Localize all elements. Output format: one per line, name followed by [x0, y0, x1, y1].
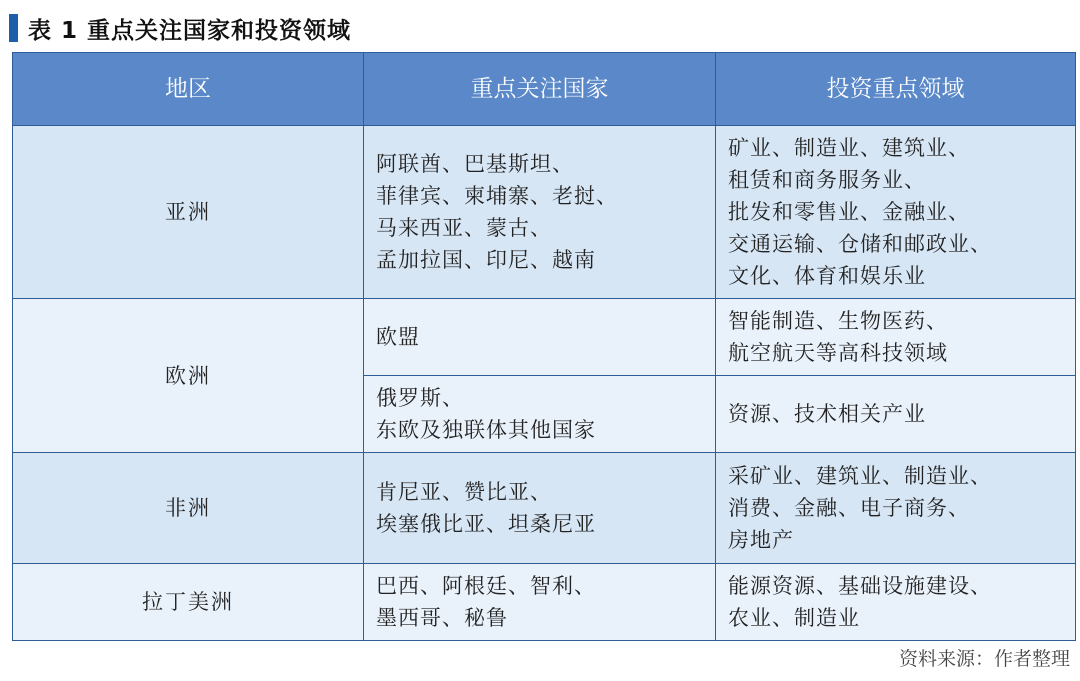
- region-latam: 拉丁美洲: [13, 564, 364, 641]
- countries-line: 俄罗斯、: [376, 386, 464, 410]
- fields-line: 智能制造、生物医药、: [728, 309, 948, 333]
- countries-line: 马来西亚、蒙古、: [376, 216, 552, 240]
- table-header-row: [13, 53, 1076, 126]
- countries-line: 欧盟: [376, 325, 420, 349]
- countries-line: 阿联酋、巴基斯坦、: [376, 152, 574, 176]
- fields-line: 交通运输、仓储和邮政业、: [728, 232, 992, 256]
- region-africa: 非洲: [13, 453, 364, 564]
- header-countries: 重点关注国家: [364, 53, 716, 126]
- countries-line: 东欧及独联体其他国家: [376, 418, 596, 442]
- countries-europe-1: [364, 299, 716, 376]
- fields-line: 能源资源、基础设施建设、: [728, 574, 992, 598]
- region-europe: 欧洲: [13, 299, 364, 453]
- countries-line: 肯尼亚、赞比亚、: [376, 480, 552, 504]
- region-asia: 亚洲: [13, 126, 364, 299]
- title-accent-bar: [9, 14, 18, 42]
- fields-line: 文化、体育和娱乐业: [728, 264, 926, 288]
- fields-latam: [716, 564, 1076, 641]
- fields-line: 矿业、制造业、建筑业、: [728, 136, 970, 160]
- fields-line: 房地产: [728, 528, 794, 552]
- header-fields: 投资重点领域: [716, 53, 1076, 126]
- table-row-africa: [13, 453, 1076, 564]
- fields-line: 消费、金融、电子商务、: [728, 496, 970, 520]
- countries-europe-2: [364, 376, 716, 453]
- source-note: 资料来源：作者整理: [898, 648, 1070, 670]
- investment-table: [12, 52, 1076, 641]
- fields-line: 租赁和商务服务业、: [728, 168, 926, 192]
- countries-asia: [364, 126, 716, 299]
- fields-line: 资源、技术相关产业: [728, 402, 926, 426]
- fields-line: 农业、制造业: [728, 606, 860, 630]
- countries-line: 菲律宾、柬埔寨、老挝、: [376, 184, 618, 208]
- countries-line: 孟加拉国、印尼、越南: [376, 248, 596, 272]
- title-text: 表 1 重点关注国家和投资领域: [28, 17, 352, 44]
- fields-asia: [716, 126, 1076, 299]
- countries-latam: [364, 564, 716, 641]
- table-title: [9, 13, 351, 43]
- fields-europe-2: [716, 376, 1076, 453]
- fields-line: 航空航天等高科技领域: [728, 341, 948, 365]
- countries-africa: [364, 453, 716, 564]
- table-row-latam: [13, 564, 1076, 641]
- fields-line: 采矿业、建筑业、制造业、: [728, 464, 992, 488]
- table-row-asia: [13, 126, 1076, 299]
- fields-line: 批发和零售业、金融业、: [728, 200, 970, 224]
- header-region: 地区: [13, 53, 364, 126]
- fields-africa: [716, 453, 1076, 564]
- countries-line: 埃塞俄比亚、坦桑尼亚: [376, 512, 596, 536]
- table-row-europe-1: [13, 299, 1076, 376]
- fields-europe-1: [716, 299, 1076, 376]
- countries-line: 墨西哥、秘鲁: [376, 606, 508, 630]
- countries-line: 巴西、阿根廷、智利、: [376, 574, 596, 598]
